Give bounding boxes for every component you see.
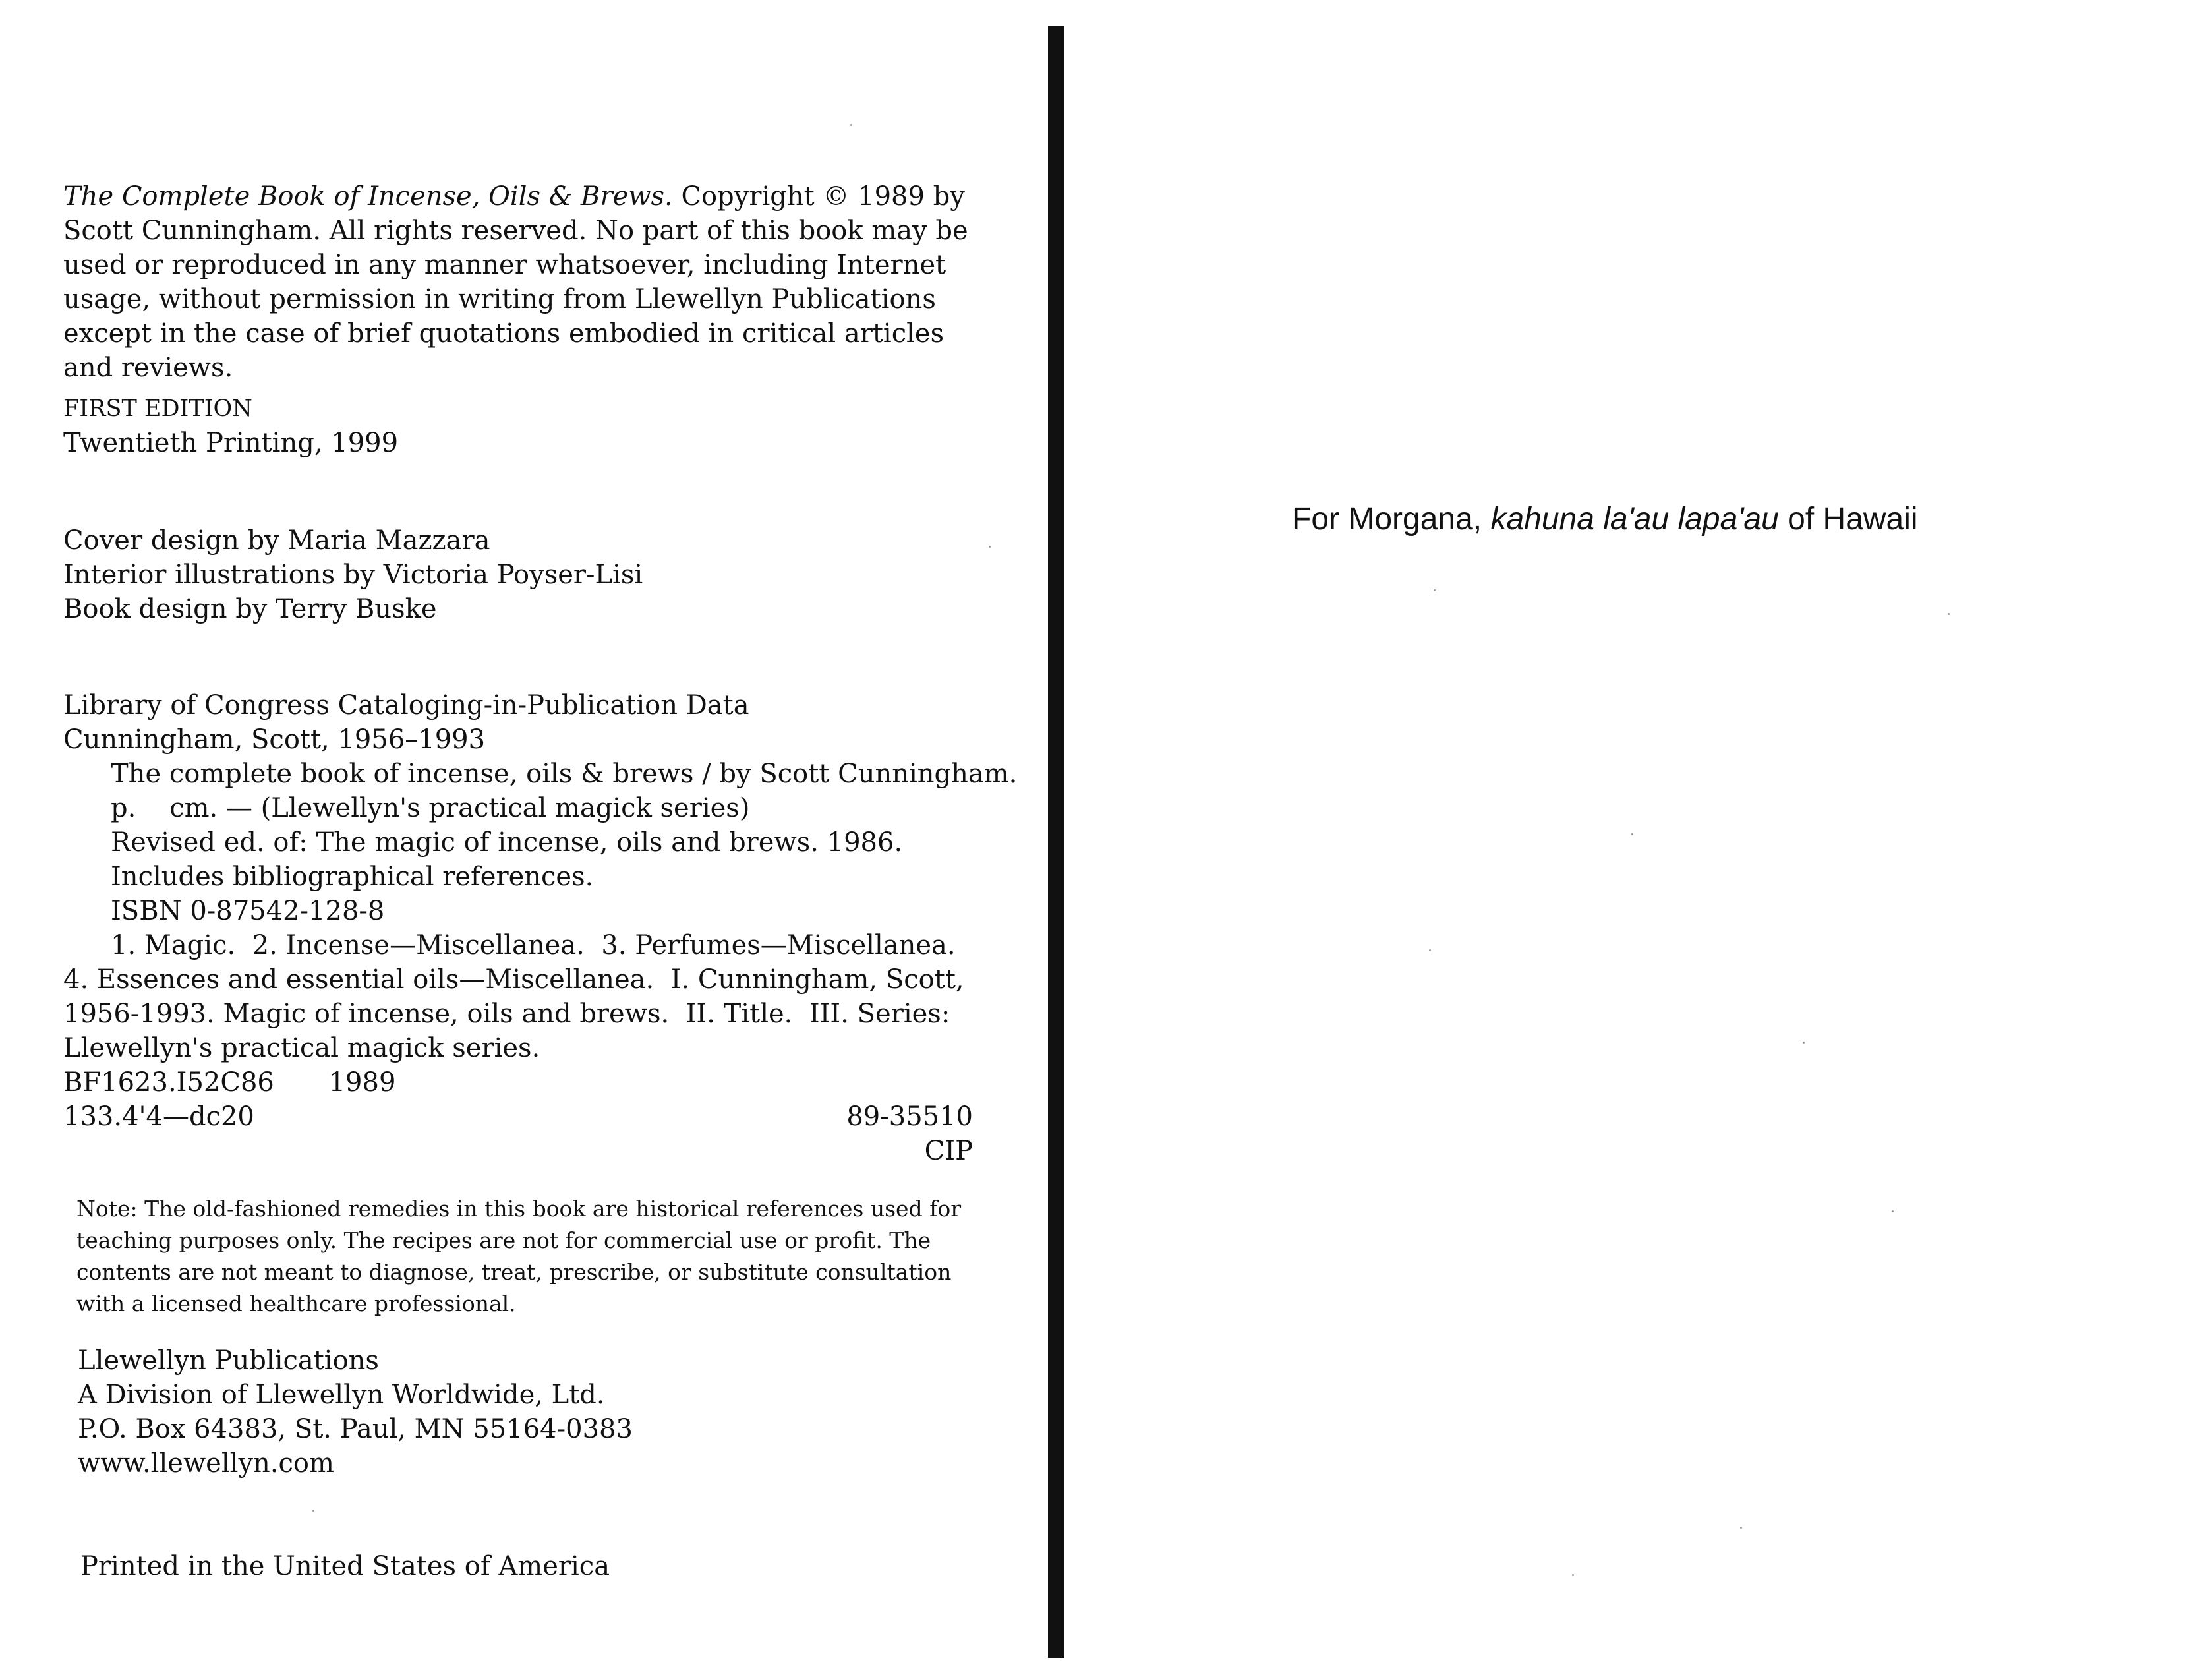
note-paragraph: Note: The old-fashioned remedies in this book are historical references used for teaching purposes only. The recipes are not for commercial use or profit. The contents are not meant to diagnose, treat, prescribe, or substitute consultation with a licensed healthcare professional. [76, 1196, 962, 1316]
printed-line: Printed in the United States of America [80, 1551, 610, 1581]
scan-speck [1740, 1527, 1742, 1529]
scan-speck [989, 546, 991, 548]
book-gutter [1048, 26, 1064, 1658]
publisher-name: Llewellyn Publications [78, 1345, 379, 1376]
cip-lc-year: 1989 [328, 1067, 396, 1098]
cip-subjects-4: Llewellyn's practical magick series. [63, 1033, 540, 1063]
cip-label-row [63, 1134, 973, 1168]
printing-line: Twentieth Printing, 1999 [63, 428, 399, 458]
cip-subjects-3: 1956-1993. Magic of incense, oils and brews. II. Title. III. Series: [63, 999, 950, 1029]
cip-lccn: 89-35510 [846, 1102, 973, 1132]
scan-speck [1572, 1574, 1574, 1576]
cip-label: CIP [924, 1136, 973, 1166]
interior-credit: Interior illustrations by Victoria Poyser-Lisi [63, 560, 643, 590]
cip-dewey-row [63, 1100, 973, 1134]
printed-block [80, 1549, 1003, 1583]
copyright-text: Copyright © 1989 by Scott Cunningham. All rights reserved. No part of this book may be used or reproduced in any manner whatsoever, including Internet usage, without permission in writing from Llewellyn Publications except in the case of brief quotations embodied in critical articles and reviews. [63, 181, 968, 383]
note-block [76, 1193, 973, 1320]
cip-title: The complete book of incense, oils & brews / by Scott Cunningham. [111, 759, 1018, 789]
cip-biblio: Includes bibliographical references. [111, 862, 594, 892]
cip-isbn: ISBN 0-87542-128-8 [111, 896, 385, 926]
cip-author: Cunningham, Scott, 1956–1993 [63, 724, 486, 755]
publisher-division: A Division of Llewellyn Worldwide, Ltd. [78, 1380, 605, 1410]
left-page [0, 0, 1048, 1677]
right-page [1064, 0, 2212, 1677]
cip-subjects-2: 4. Essences and essential oils—Miscellanea. I. Cunningham, Scott, [63, 964, 964, 995]
dedication-prefix: For Morgana, [1292, 502, 1491, 537]
scan-speck [1948, 613, 1950, 615]
scan-speck [1429, 949, 1431, 951]
edition-block [63, 392, 986, 460]
copyright-block [63, 179, 973, 385]
cip-revised: Revised ed. of: The magic of incense, oils and brews. 1986. [111, 827, 903, 858]
publisher-website: www.llewellyn.com [78, 1448, 334, 1479]
cover-credit: Cover design by Maria Mazzara [63, 525, 490, 556]
cip-lc-row [63, 1065, 986, 1100]
dedication-italic: kahuna la'au lapa'au [1490, 502, 1779, 537]
cip-subjects-1: 1. Magic. 2. Incense—Miscellanea. 3. Perfumes—Miscellanea. [111, 930, 956, 960]
scan-speck [1631, 833, 1633, 835]
cip-dewey: 133.4'4—dc20 [63, 1102, 254, 1132]
cip-lc-class: BF1623.I52C86 [63, 1067, 274, 1098]
cip-block [63, 688, 1018, 1168]
cip-series: p. cm. — (Llewellyn's practical magick series) [111, 793, 750, 823]
scan-speck [1892, 1210, 1894, 1212]
scan-speck [1803, 1042, 1805, 1044]
dedication [1292, 501, 2149, 537]
publisher-address: P.O. Box 64383, St. Paul, MN 55164-0383 [78, 1414, 633, 1444]
dedication-suffix: of Hawaii [1778, 502, 1918, 537]
credits-block [63, 523, 986, 626]
publisher-block [78, 1343, 1001, 1481]
scan-speck [312, 1510, 314, 1512]
scan-speck [850, 124, 852, 126]
cip-heading: Library of Congress Cataloging-in-Publication Data [63, 690, 749, 721]
book-design-credit: Book design by Terry Buske [63, 594, 437, 624]
scan-speck [1434, 589, 1436, 591]
edition-label: FIRST EDITION [63, 396, 252, 422]
book-title: The Complete Book of Incense, Oils & Brews. [63, 181, 673, 212]
copyright-paragraph [63, 179, 973, 385]
